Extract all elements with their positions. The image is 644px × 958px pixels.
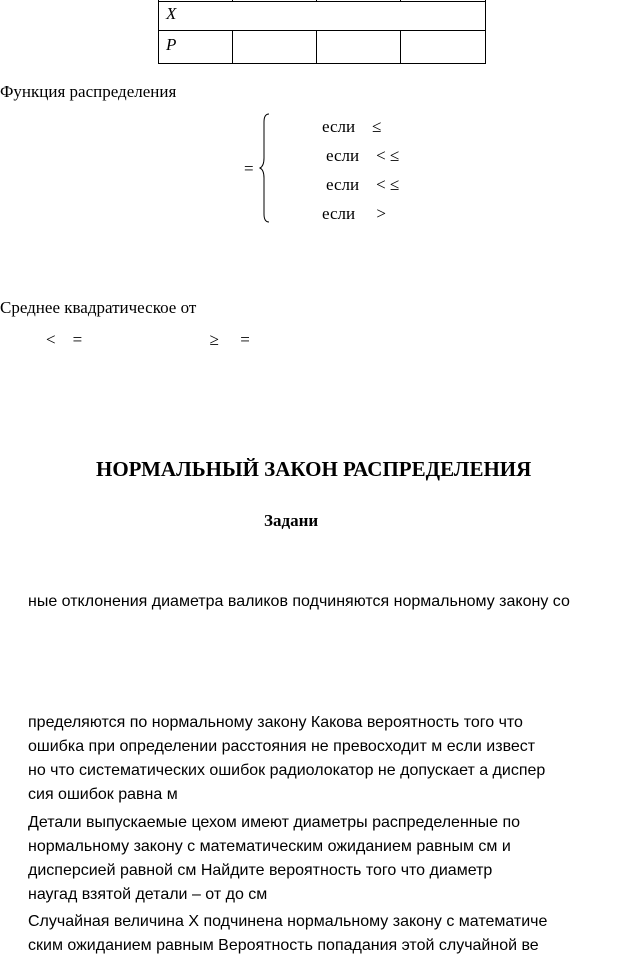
case-row — [322, 117, 381, 137]
distribution-table — [158, 0, 486, 64]
case-relation: > — [376, 204, 386, 223]
std-dev-line: < = ≥ = — [46, 330, 250, 349]
case-row — [326, 146, 399, 166]
problem-paragraph — [28, 910, 547, 958]
table-line — [400, 0, 401, 2]
problem-line: Случайная величина X подчинена нормальному закону с математиче — [28, 913, 548, 930]
cutoff-line: ные отклонения диаметра валиков подчиняются нормальному закону со — [28, 593, 570, 610]
table-line — [158, 0, 159, 64]
table-line — [400, 30, 401, 64]
problem-line: нормальному закону с математическим ожиданием равным см и — [28, 838, 511, 855]
case-relation: ≤ — [372, 117, 382, 136]
table-row-label-x: X — [166, 4, 177, 23]
case-relation: < ≤ — [376, 146, 400, 165]
table-line — [158, 30, 486, 31]
table-line — [232, 30, 233, 64]
case-row — [326, 175, 399, 195]
table-line — [316, 30, 317, 64]
table-line — [158, 1, 486, 2]
problem-paragraph — [28, 811, 520, 907]
problem-line: ошибка при определении расстояния не превосходит м если извест — [28, 738, 536, 755]
case-relation: < ≤ — [376, 175, 400, 194]
problem-line: пределяются по нормальному закону Какова вероятность того что — [28, 714, 523, 731]
section-subtitle: Задани — [264, 511, 319, 530]
std-dev-heading: Среднее квадратическое от — [0, 298, 197, 317]
table-row-label-p: P — [166, 35, 177, 54]
problem-line: Детали выпускаемые цехом имеют диаметры распределенные по — [28, 814, 521, 831]
problem-line: но что систематических ошибок радиолокатор не допускает а диспер — [28, 762, 546, 779]
problem-line: сия ошибок равна м — [28, 786, 178, 803]
case-word: если — [322, 204, 356, 223]
dist-function-heading: Функция распределения — [0, 82, 177, 101]
problem-paragraph — [28, 711, 545, 807]
table-line — [232, 0, 233, 2]
case-row — [322, 204, 386, 224]
piecewise-brace — [258, 112, 272, 224]
table-line — [316, 0, 317, 2]
equals-sign: = — [244, 159, 254, 178]
section-title: НОРМАЛЬНЫЙ ЗАКОН РАСПРЕДЕЛЕНИЯ — [96, 457, 532, 481]
table-line — [485, 0, 486, 64]
case-word: если — [322, 117, 356, 136]
case-word: если — [326, 146, 360, 165]
problem-line: ским ожиданием равным Вероятность попадания этой случайной ве — [28, 937, 539, 954]
table-line — [158, 63, 486, 64]
case-word: если — [326, 175, 360, 194]
problem-line: дисперсией равной см Найдите вероятность того что диаметр — [28, 862, 493, 879]
problem-line: наугад взятой детали – от до см — [28, 886, 268, 903]
